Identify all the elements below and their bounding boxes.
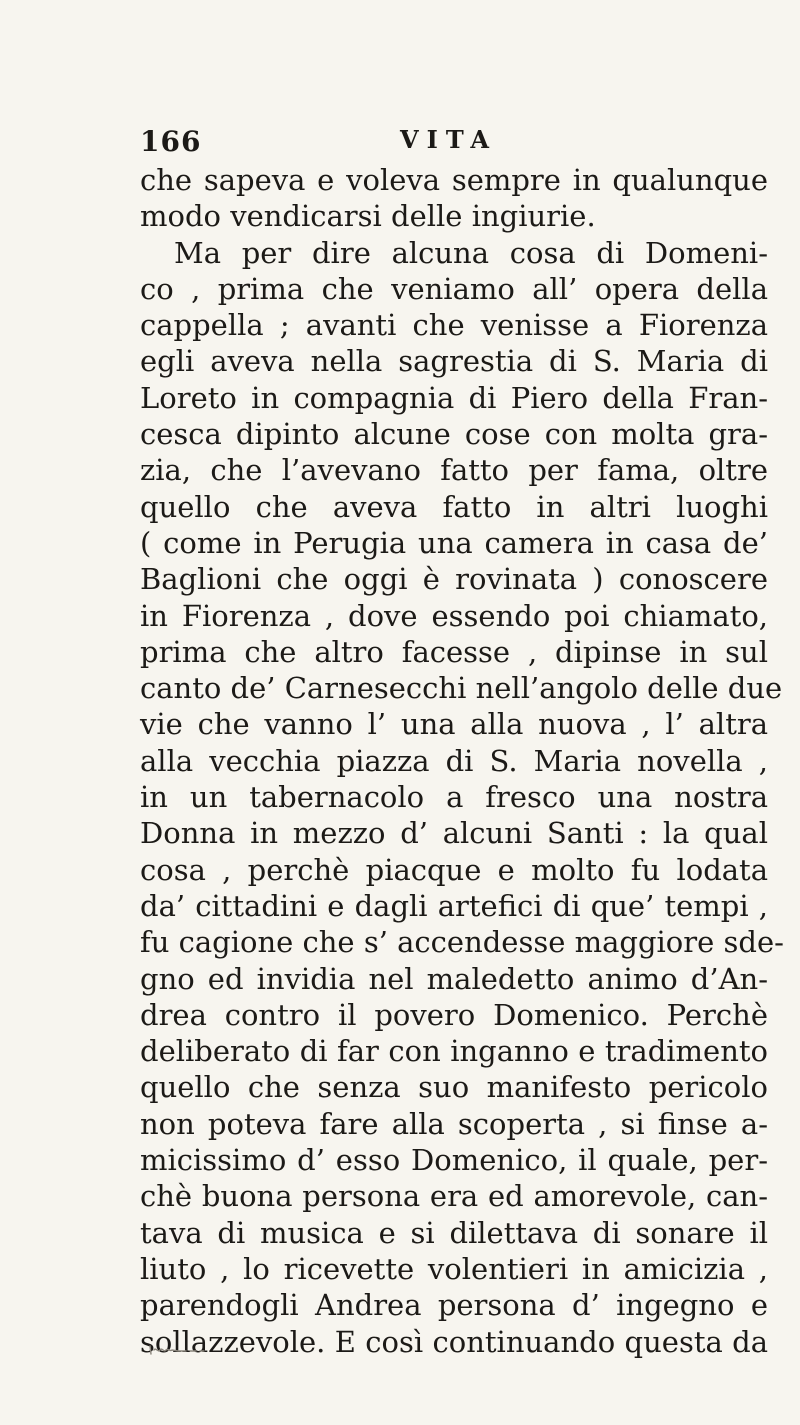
text-line: alla vecchia piazza di S. Maria novella ,	[140, 743, 768, 778]
text-line: parendogli Andrea persona d’ ingegno e	[140, 1288, 768, 1323]
text-line: cesca dipinto alcune cose con molta gra-	[140, 417, 768, 452]
text-line: Loreto in compagnia di Piero della Fran-	[140, 380, 768, 415]
text-line: in Fiorenza , dove essendo poi chiamato,	[140, 598, 768, 633]
text-line: micissimo d’ esso Domenico, il quale, per-	[140, 1143, 768, 1178]
body-text	[140, 162, 784, 1360]
text-line: chè buona persona era ed amorevole, can-	[140, 1179, 768, 1214]
text-line: prima che altro facesse , dipinse in sul	[140, 634, 768, 669]
text-line: non poteva fare alla scoperta , si finse a-	[140, 1106, 768, 1141]
text-line: gno ed invidia nel maledetto animo d’An-	[140, 961, 768, 996]
text-line: che sapeva e voleva sempre in qualunque	[140, 163, 768, 197]
text-line: tava di musica e si dilettava di sonare il	[140, 1215, 768, 1250]
text-line: fu cagione che s’ accendesse maggiore sde-	[140, 925, 784, 960]
text-line: cappella ; avanti che venisse a Fiorenza	[140, 308, 768, 343]
text-line: modo vendicarsi delle ingiurie.	[140, 199, 596, 234]
running-title: VITA	[400, 125, 498, 154]
text-line: ( come in Perugia una camera in casa de’	[140, 525, 768, 560]
text-line: quello che senza suo manifesto pericolo	[140, 1070, 768, 1105]
text-line: Donna in mezzo d’ alcuni Santi : la qual	[140, 816, 768, 851]
text-line: liuto , lo ricevette volentieri in amicizia ,	[140, 1251, 768, 1286]
text-line: egli aveva nella sagrestia di S. Maria di	[140, 344, 768, 379]
text-line: co , prima che veniamo all’ opera della	[140, 271, 768, 306]
text-line: in un tabernacolo a fresco una nostra	[140, 780, 768, 815]
text-line: zia, che l’avevano fatto per fama, oltre	[140, 453, 768, 488]
pencil-scribble	[148, 1343, 218, 1357]
running-head	[140, 125, 780, 165]
text-line: quello che aveva fatto in altri luoghi	[140, 489, 768, 524]
text-line: canto de’ Carnesecchi nell’angolo delle due	[140, 671, 783, 706]
text-line: drea contro il povero Domenico. Perchè	[140, 997, 768, 1032]
text-line: da’ cittadini e dagli artefici di que’ tempi ,	[140, 888, 768, 923]
text-line: cosa , perchè piacque e molto fu lodata	[140, 852, 768, 887]
text-line: deliberato di far con inganno e tradimento	[140, 1034, 768, 1069]
text-line: vie che vanno l’ una alla nuova , l’ altra	[140, 707, 768, 742]
text-line: Baglioni che oggi è rovinata ) conoscere	[140, 562, 768, 597]
page-number: 166	[140, 125, 202, 158]
text-line: sollazzevole. E così continuando questa da	[140, 1324, 768, 1359]
paragraph-first-line: Ma per dire alcuna cosa di Domeni-	[174, 235, 768, 270]
